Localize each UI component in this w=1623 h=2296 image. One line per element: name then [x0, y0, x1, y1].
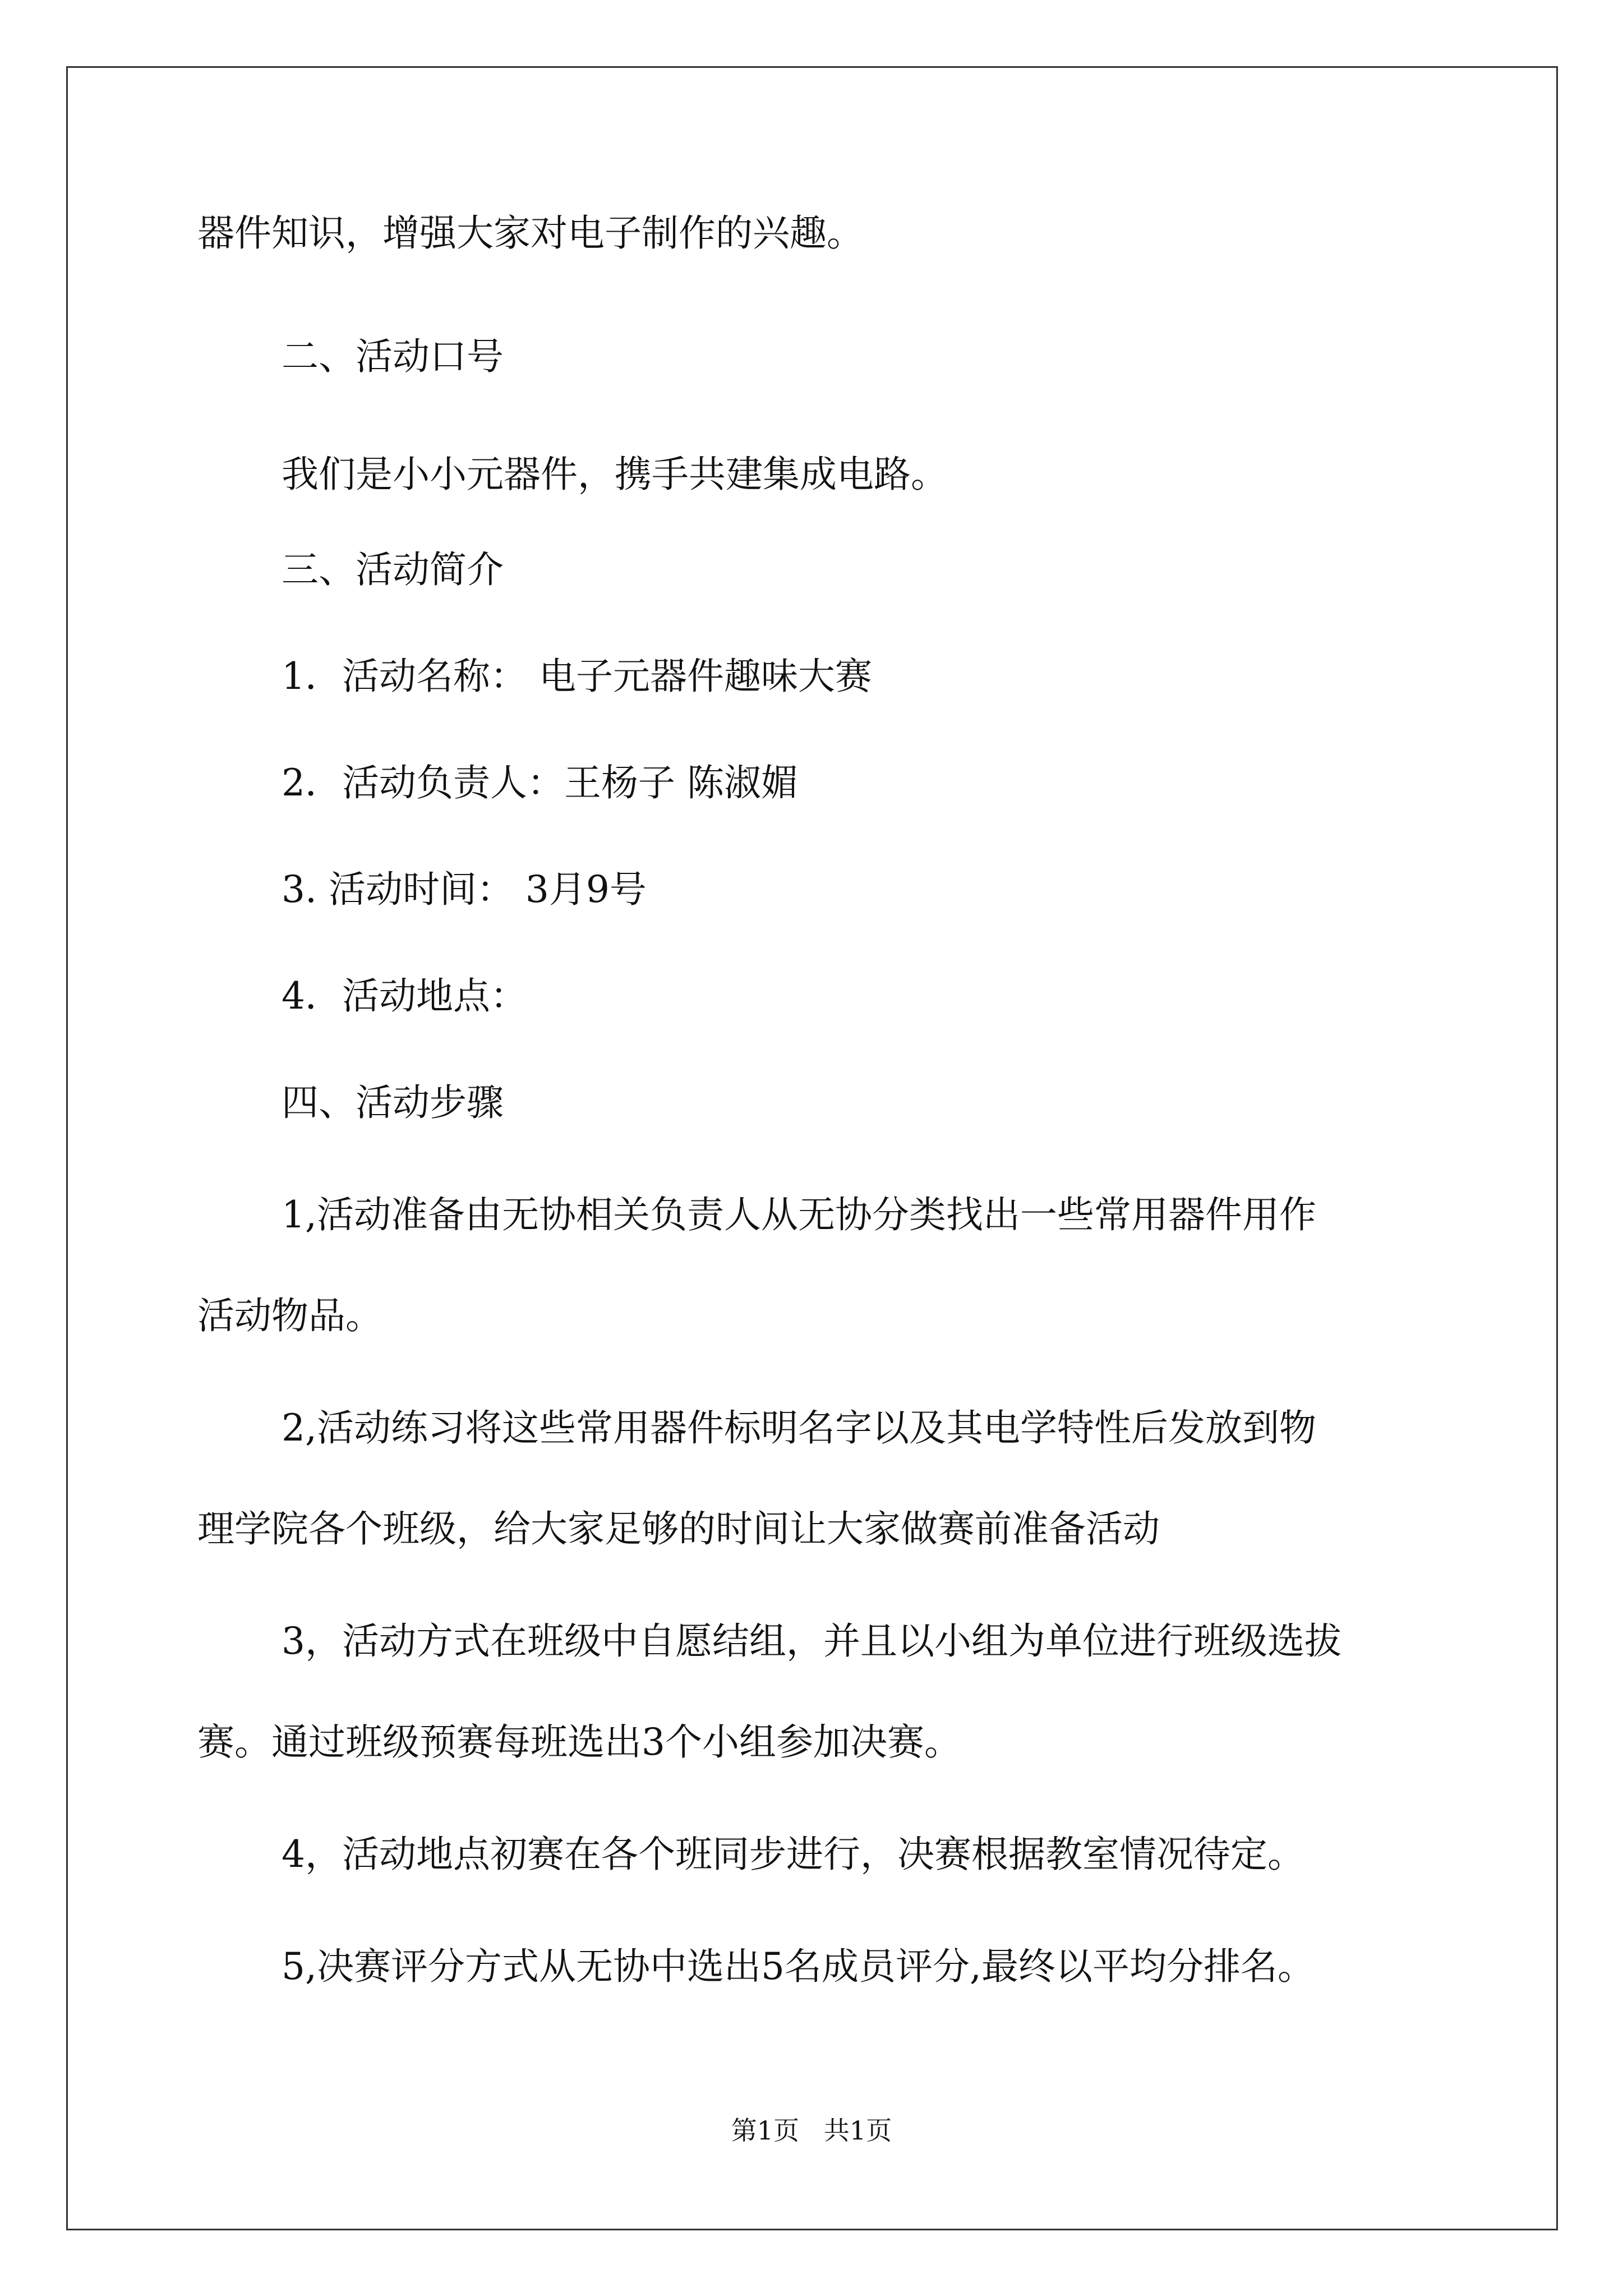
text-line-step5: 5,决赛评分方式从无协中选出5名成员评分,最终以平均分排名。: [282, 1945, 1315, 1988]
page-number-footer: 第1页 共1页: [731, 2115, 892, 2146]
text-line-step3-a: 3，活动方式在班级中自愿结组，并且以小组为单位进行班级选拔: [282, 1619, 1341, 1663]
section-heading-slogan: 二、活动口号: [282, 335, 504, 378]
text-line-step2-b: 理学院各个班级，给大家足够的时间让大家做赛前准备活动: [197, 1507, 1160, 1550]
text-line-step1-b: 活动物品。: [197, 1294, 382, 1337]
text-line-step3-b: 赛。通过班级预赛每班选出3个小组参加决赛。: [197, 1720, 961, 1764]
text-line-slogan: 我们是小小元器件，携手共建集成电路。: [282, 453, 948, 496]
page-border: [66, 66, 1558, 2230]
text-line-step2-a: 2,活动练习将这些常用器件标明名字以及其电学特性后发放到物: [282, 1406, 1316, 1450]
text-line-1: 器件知识，增强大家对电子制作的兴趣。: [197, 211, 864, 255]
section-heading-steps: 四、活动步骤: [282, 1081, 504, 1124]
section-heading-intro: 三、活动简介: [282, 548, 504, 591]
list-item-activity-leader: 2．活动负责人：王杨子 陈淑媚: [282, 761, 798, 804]
text-line-step4: 4，活动地点初赛在各个班同步进行，决赛根据教室情况待定。: [282, 1833, 1304, 1876]
list-item-activity-time: 3. 活动时间： 3月9号: [282, 868, 647, 911]
list-item-activity-place: 4．活动地点：: [282, 974, 527, 1018]
text-line-step1-a: 1,活动准备由无协相关负责人从无协分类找出一些常用器件用作: [282, 1193, 1316, 1236]
list-item-activity-name: 1．活动名称： 电子元器件趣味大赛: [282, 655, 872, 698]
